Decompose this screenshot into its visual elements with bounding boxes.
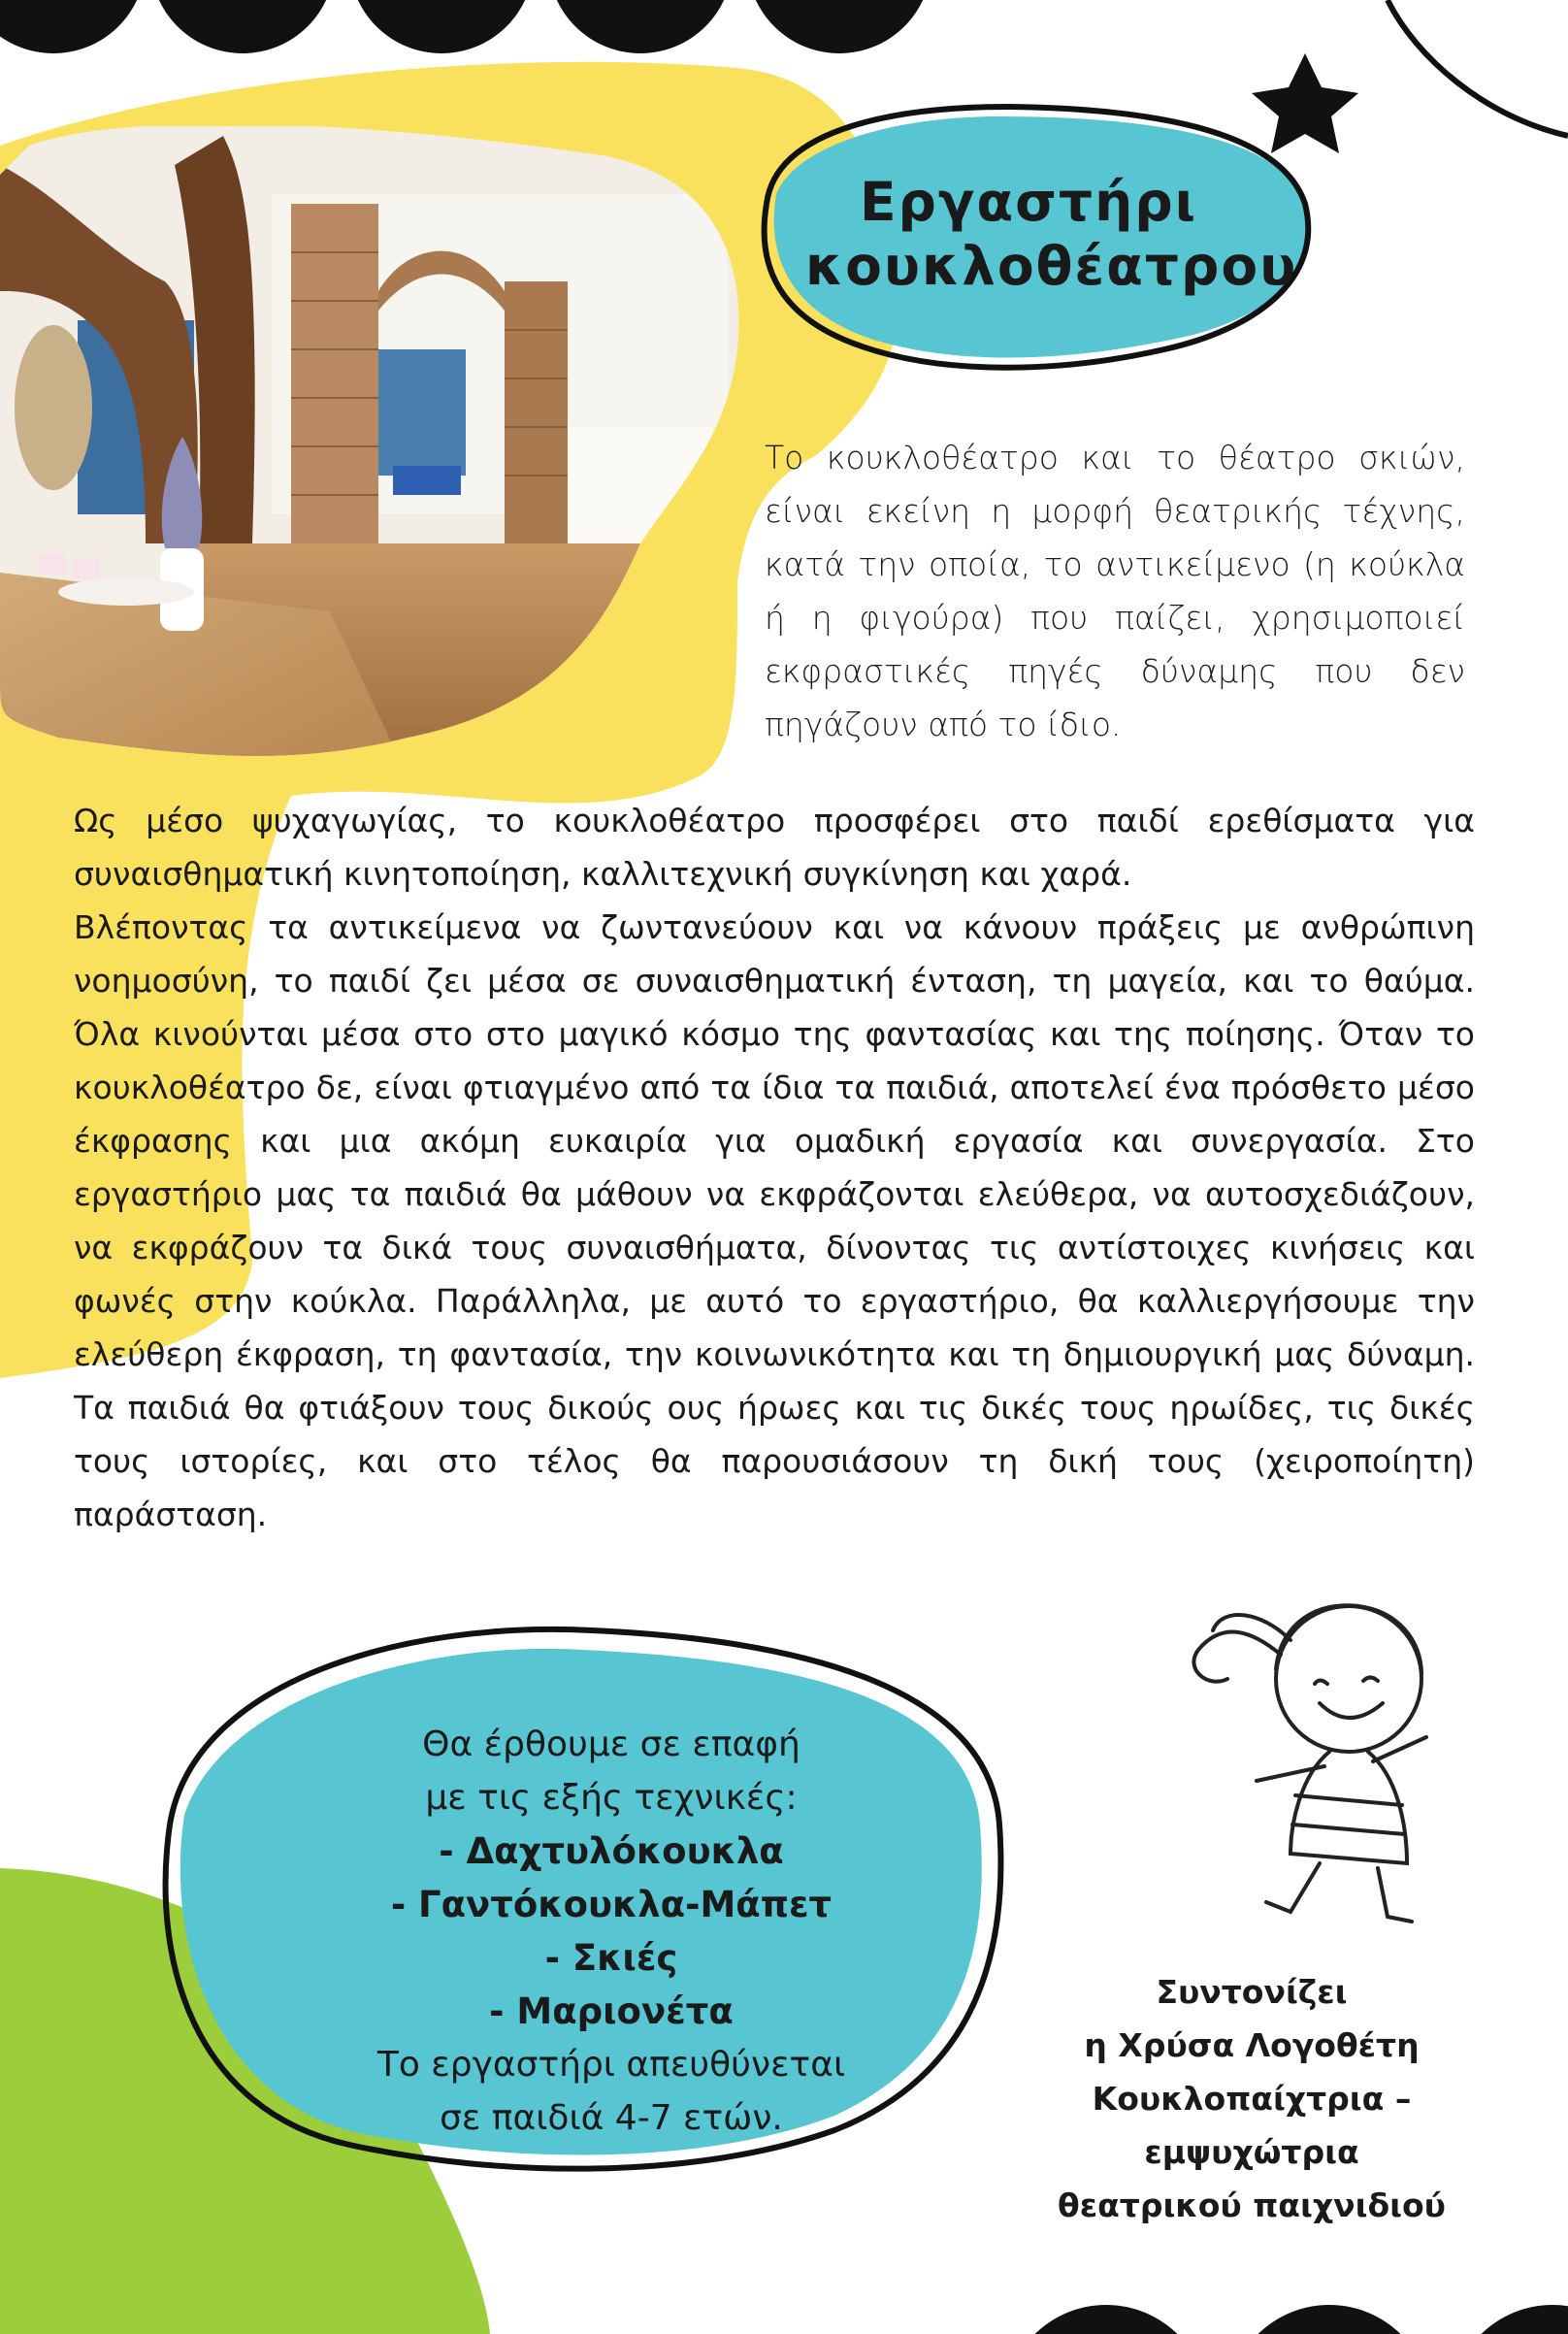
- coordinator-line-1: Συντονίζει: [1156, 1973, 1348, 2011]
- techniques-intro-2: με τις εξής τεχνικές:: [425, 1778, 798, 1818]
- top-right-arc: [1388, 0, 1568, 136]
- top-dots: [0, 0, 931, 53]
- age-line-2: σε παιδιά 4-7 ετών.: [440, 2098, 783, 2138]
- coordinator-line-2: η Χρύσα Λογοθέτη: [1084, 2026, 1420, 2064]
- age-line-1: Το εργαστήρι απευθύνεται: [376, 2045, 846, 2085]
- technique-item: - Δαχτυλόκουκλα: [439, 1830, 784, 1872]
- star-icon: [1252, 53, 1358, 153]
- technique-item: - Γαντόκουκλα-Μάπετ: [390, 1884, 833, 1925]
- technique-item: - Σκιές: [544, 1937, 678, 1979]
- page-title: [805, 170, 1298, 298]
- title-line-1: Εργαστήρι: [859, 171, 1198, 233]
- coordinator-credit: [1058, 1965, 1446, 2232]
- coordinator-line-5: θεατρικού παιχνιδιού: [1058, 2186, 1446, 2224]
- coordinator-line-4: εμψυχώτρια: [1144, 2133, 1359, 2171]
- techniques-box: [310, 1718, 912, 2145]
- main-text: [74, 794, 1475, 1541]
- intro-paragraph: Το κουκλοθέατρο και το θέατρο σκιών, είναι εκείνη η μορφή θεατρικής τέχνης, κατά την οποία, το αντικείμενο (η κούκλα ή η φιγούρα) που παίζει, χρησιμοποιεί εκφραστικές πηγές δύναμης που δεν πηγάζουν από το ίδιο.: [765, 439, 1465, 743]
- bottom-dots: [1004, 2305, 1568, 2334]
- techniques-intro-1: Θα έρθουμε σε επαφή: [422, 1725, 800, 1764]
- title-line-2: κουκλοθέατρου: [805, 235, 1298, 297]
- girl-drawing: [1193, 1605, 1426, 1922]
- body-paragraph-2: Βλέποντας τα αντικείμενα να ζωντανεύουν και να κάνουν πράξεις με ανθρώπινη νοημοσύνη, το παιδί ζει μέσα σε συναισθηματική ένταση, τη μαγεία, και το θαύμα. Όλα κινούνται μέσα στο στο μαγικό κόσμο της φαντασίας και της ποίησης. Όταν το κουκλοθέατρο δε, είναι φτιαγμένο από τα ίδια τα παιδιά, αποτελεί ένα πρόσθετο μέσο έκφρασης και μια ακόμη ευκαιρία για ομαδική εργασία και συνεργασία. Στο εργαστήριο μας τα παιδιά θα μάθουν να εκφράζονται ελεύθερα, να αυτοσχεδιάζουν, να εκφράζουν τα δικά τους συναισθήματα, δίνοντας τις αντίστοιχες κινήσεις και φωνές στην κούκλα. Παράλληλα, με αυτό το εργαστήριο, θα καλλιεργήσουμε την ελεύθερη έκφραση, τη φαντασία, την κοινωνικότητα και τη δημιουργική μας δύναμη. Τα παιδιά θα φτιάξουν τους δικούς ους ήρωες και τις δικές τους ηρωίδες, τις δικές τους ιστορίες, και στο τέλος θα παρουσιάσουν τη δική τους (χειροποίητη) παράσταση.: [74, 908, 1475, 1533]
- coordinator-line-3: Κουκλοπαίχτρια –: [1092, 2080, 1412, 2118]
- body-paragraph-1: Ως μέσο ψυχαγωγίας, το κουκλοθέατρο προσφέρει στο παιδί ερεθίσματα για συναισθηματική κινητοποίηση, καλλιτεχνική συγκίνηση και χαρά.: [74, 802, 1475, 893]
- technique-item: - Μαριονέτα: [489, 1990, 734, 2032]
